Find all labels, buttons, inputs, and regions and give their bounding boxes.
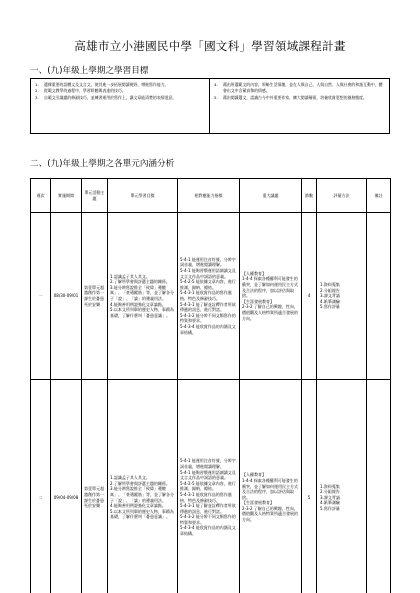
- cell-dates: 08/30-09/01: [51, 213, 82, 380]
- issue-line: 【生涯發展教育】: [242, 500, 274, 506]
- issue-line: 1-4-4 探索各種權利可能發生的衝突，並了解如何運用民主方式及合法的程序，加以評估與取捨。: [242, 276, 298, 299]
- goal-text: 選擇重要的語體文及文言文，使其進一步拓展閱讀視野，增進寫作能力。: [44, 82, 169, 87]
- cell-eval: [317, 380, 367, 593]
- goal-number: 4.: [214, 82, 218, 87]
- eval-line: 2.分組報告: [320, 287, 340, 293]
- eval-line: 1.資料蒐集: [320, 282, 340, 288]
- goals-right-column: [210, 79, 389, 133]
- cell-goal: [108, 213, 178, 380]
- goal-text: 藉由所選範文的內容，領略生活情趣，並在人與自己、人與自然、人與社會的和諧互動中，體會出文中含蓄真摯的情感。: [223, 82, 383, 94]
- cell-issue: [240, 380, 302, 593]
- header-week: 週次: [31, 179, 51, 213]
- ability-line: 5-4-3-1 能了解並詮釋作者所欲傳遞的訊息，進行對話。: [180, 503, 236, 514]
- goal-line: 3.能分辨寫說推全「致偉」遷繳寓」、「豪邁縱筋」等，並了解各分子「說」、「論」的遷義用法。: [110, 486, 174, 503]
- cell-note: [367, 213, 391, 380]
- goal-item: [35, 95, 205, 101]
- ability-line: 5-4-3-4 能欣賞作品的內涵及文章結構。: [180, 525, 236, 537]
- section-heading-units: 二、(九)年級上學期之各單元內涵分析: [30, 159, 175, 169]
- goal-number: 2.: [35, 88, 39, 94]
- cell-ability: [178, 213, 240, 380]
- eval-line: 2.分組報告: [320, 489, 340, 495]
- goal-line: 1.認識孟子其人其文。: [110, 475, 150, 481]
- ability-line: 5-4-3-2 能分辨不同文類寫作的特質和要求。: [180, 312, 236, 324]
- cell-hours: 5: [302, 380, 317, 593]
- eval-line: 5.寫作評量: [320, 505, 340, 511]
- ability-line: 5-4-3-1 能欣賞作品的寫作風格、特色及修辭技巧。: [180, 491, 232, 503]
- goal-line: 3.能分辨寫說推全「致偉」遷繳寓」、「豪邁縱筋」等，並了解各分子「說」、「論」的遷義用法。: [110, 284, 174, 301]
- cell-goal: [108, 380, 178, 593]
- ability-line: 5-4-3-1 能了解並詮釋作者所欲傳遞的訊息，進行對話。: [180, 301, 236, 313]
- goal-item: [214, 95, 385, 101]
- cell-week: 一: [31, 213, 51, 380]
- goal-text: 從範文教學的過程中，學習聆聽與表達的技巧。: [44, 88, 126, 94]
- issue-line: 【人權教育】: [242, 472, 266, 478]
- goal-text: 藉由閱讀選文，認識古今中外重要作家，擴大閱讀層面，培養欣賞恩想的風格態度。: [223, 94, 367, 100]
- ability-line: 5-4-2-5 能依據文章內容，進行推測、歸納、總結。: [180, 480, 236, 492]
- header-note: 備註: [367, 179, 391, 213]
- ability-line: 5-4-3-1 能欣賞作品的寫作風格、特色及修辭技巧。: [180, 290, 232, 301]
- section-heading-goals: 一、(九)年級上學期之學習目標: [30, 66, 149, 76]
- goals-left-column: [31, 79, 210, 133]
- goal-number: 5.: [214, 94, 218, 100]
- goal-text: 自範文引議題的修辭技巧，並練習運用於寫作上，讓文章能清楚的表情達意。: [44, 94, 177, 100]
- issue-line: 2-3-2 了解自己的興趣、性向、價值觀及人格特質所適合發展的方向。: [242, 505, 298, 523]
- cell-week: 二: [31, 380, 51, 593]
- header-dates: 實施期間: [51, 179, 82, 213]
- eval-line: 3.課文背誦: [320, 494, 340, 500]
- goal-line: 5.以本文所列舉的歷史人物，事蹟為基礎，了解什麼叫「憂患意識」。: [110, 508, 174, 520]
- header-issue: 重大議題: [240, 179, 302, 213]
- eval-line: 1.資料蒐集: [320, 483, 340, 489]
- eval-line: 4.紙筆測驗: [320, 298, 340, 304]
- header-unit: 單元活動主題: [82, 179, 108, 213]
- cell-eval: [317, 213, 367, 380]
- eval-line: 4.紙筆測驗: [320, 500, 340, 506]
- issue-line: 2-3-2 了解自己的興趣、性向、價值觀及人格特質所適合發展的方向。: [242, 304, 298, 321]
- goal-number: 1.: [35, 82, 39, 87]
- ability-line: 5-4-1 能夠習慣運用語調讀文及文言文作品中詞語的意義。: [180, 268, 236, 279]
- page-title: 高雄市立小港國民中學「國文科」學習領域課程計畫: [74, 39, 346, 53]
- cell-note: [367, 380, 391, 593]
- header-hours: 節數: [302, 179, 317, 213]
- ability-line: 5-4-2-5 能依據文章內容，進行推測、歸納、總結。: [180, 279, 236, 290]
- ability-line: 5-4-1 能運用注音符號，分辨字詞音義，增進閱讀理解。: [180, 458, 236, 469]
- cell-hours: 4: [302, 213, 317, 380]
- table-row: [31, 213, 391, 380]
- header-ability: 相對應能力指標: [178, 179, 240, 213]
- learning-goals-table: [30, 78, 390, 134]
- cell-issue: [240, 213, 302, 380]
- ability-line: 5-4-1 能夠習慣運用語調讀文及文言文作品中詞語的意義。: [180, 469, 236, 481]
- goal-line: 5.以本文所列舉的歷史人物，事蹟為基礎，了解什麼叫「憂患意識」。: [110, 307, 174, 318]
- goal-line: 2.了解所學會與評選主題的關係。: [110, 480, 170, 486]
- table-row: [31, 380, 391, 593]
- issue-line: 【生涯發展教育】: [242, 298, 274, 304]
- cell-dates: 09/04-09/08: [51, 380, 82, 593]
- cell-unit: 第壹單元超越創作第一課生於憂患死於安樂: [82, 380, 108, 593]
- ability-line: 5-4-3-2 能分辨不同文類寫作的特質和要求。: [180, 514, 236, 525]
- issue-line: 【人權教育】: [242, 270, 266, 276]
- goal-number: 3.: [35, 94, 39, 100]
- goal-line: 4.能夠善用例證強化文章論點。: [110, 503, 166, 509]
- issue-line: 1-4-4 探索各種權利可能發生的衝突，並了解如何運用民主方式及合法的程序，加以評估與取捨。: [242, 477, 298, 500]
- goal-line: 2.了解所學會與評選主題的關係。: [110, 279, 170, 285]
- header-eval: 評量方法: [317, 179, 367, 213]
- goal-line: 4.能夠善用例證強化文章論點。: [110, 301, 166, 307]
- table-header-row: [31, 179, 391, 213]
- cell-ability: [178, 380, 240, 593]
- eval-line: 3.課文背誦: [320, 293, 340, 299]
- goal-item: [214, 82, 385, 95]
- ability-line: 5-4-3-4 能欣賞作品的內涵及文章結構。: [180, 323, 236, 335]
- eval-line: 5.寫作評量: [320, 304, 340, 310]
- cell-unit: 第壹單元超越創作第一課生於憂患死於安樂: [82, 213, 108, 380]
- goal-line: 1.認識孟子其人其文。: [110, 273, 150, 279]
- unit-analysis-table: [30, 178, 391, 593]
- header-goal: 單元學習目標: [108, 179, 178, 213]
- ability-line: 5-4-1 能運用注音符號，分辨字詞音義，增進閱讀理解。: [180, 256, 236, 268]
